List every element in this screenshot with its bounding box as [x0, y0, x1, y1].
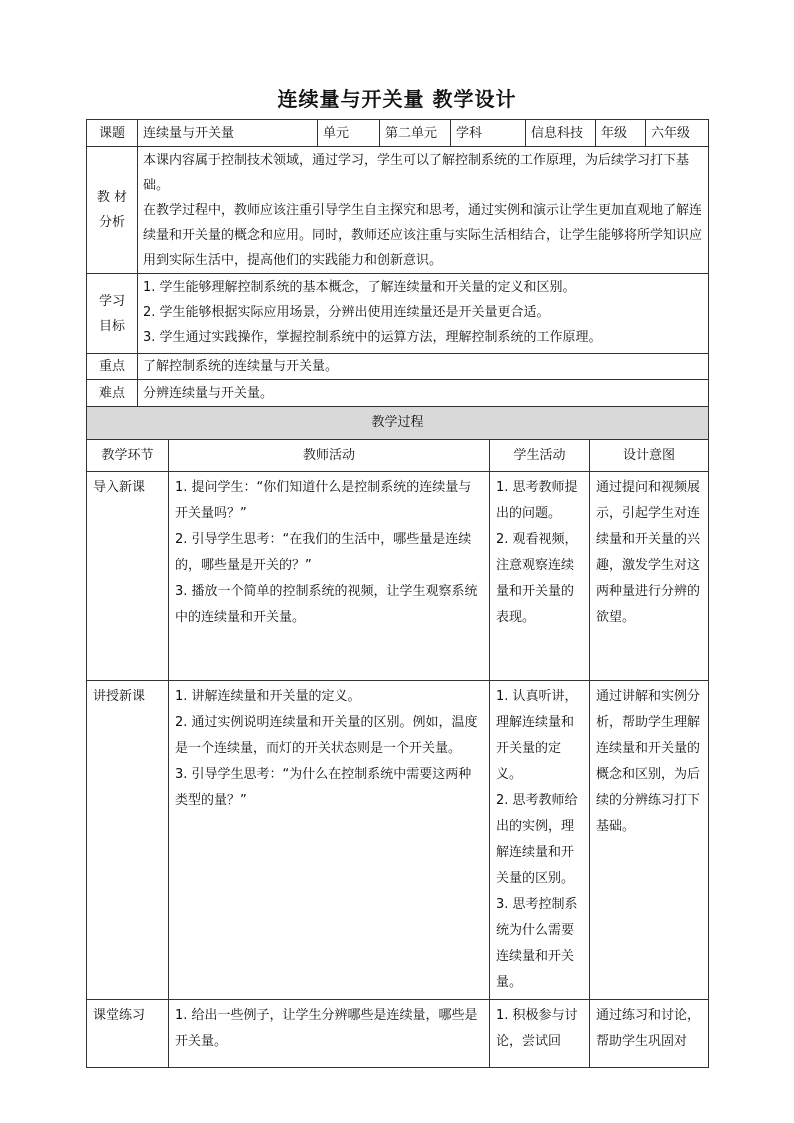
grade-value: 六年级: [646, 120, 709, 147]
analysis-label-line2: 分析: [98, 215, 125, 230]
student-activity-item: 1. 思考教师提出的问题。: [496, 480, 578, 521]
lesson-info-table: [86, 119, 709, 407]
key-point-label: 重点: [87, 354, 138, 380]
difficult-point-label: 难点: [87, 380, 138, 407]
key-point-value: 了解控制系统的连续量与开关量。: [138, 354, 709, 380]
goals-label-line1: 学习: [98, 293, 125, 309]
course-value: 连续量与开关量: [138, 120, 318, 147]
teacher-activity-item: 1. 给出一些例子，让学生分辨哪些是连续量，哪些是开关量。: [175, 1008, 478, 1049]
goals-label: [87, 274, 138, 354]
stage-cell: 课堂练习: [87, 1000, 169, 1068]
stage-cell: 导入新课: [87, 472, 169, 681]
table-row: [87, 1000, 709, 1068]
design-intent-cell: 通过提问和视频展示，引起学生对连续量和开关量的兴趣，激发学生对这两种量进行分辨的欲望。: [590, 472, 709, 681]
student-activity-cell: [490, 472, 590, 681]
analysis-content: [138, 147, 709, 274]
goal-item: 1. 学生能够理解控制系统的基本概念，了解连续量和开关量的定义和区别。: [143, 280, 576, 295]
teacher-activity-item: 3. 引导学生思考：“为什么在控制系统中需要这两种类型的量？”: [175, 767, 472, 808]
goals-content: [138, 274, 709, 354]
teacher-activity-item: 2. 引导学生思考：“在我们的生活中，哪些量是连续的，哪些量是开关的？”: [175, 532, 472, 573]
student-activity-item: 1. 认真听讲，理解连续量和开关量的定义。: [496, 689, 578, 782]
student-activity-item: 3. 思考控制系统为什么需要连续量和开关量。: [496, 897, 578, 990]
analysis-paragraph: 在教学过程中，教师应该注重引导学生自主探究和思考，通过实例和演示让学生更加直观地了解连续量和开关量的概念和应用。同时，教师还应该注重与实际生活相结合，让学生能够将所学知识应用到实际生活中，提高他们的实践能力和创新意识。: [143, 203, 703, 268]
table-row: [87, 681, 709, 1000]
student-activity-cell: [490, 1000, 590, 1068]
teacher-activity-item: 1. 提问学生：“你们知道什么是控制系统的连续量与开关量吗？”: [175, 480, 472, 521]
document-title: 连续量与开关量 教学设计: [277, 87, 517, 111]
student-activity-item: 2. 思考教师给出的实例，理解连续量和开关量的区别。: [496, 793, 578, 886]
course-label: 课题: [87, 120, 138, 147]
process-heading: 教学过程: [87, 407, 709, 440]
goal-item: 3. 学生通过实践操作，掌握控制系统中的运算方法，理解控制系统的工作原理。: [143, 330, 602, 345]
column-header: 设计意图: [590, 440, 709, 472]
design-intent-cell: 通过讲解和实例分析，帮助学生理解连续量和开关量的概念和区别，为后续的分辨练习打下基础。: [590, 681, 709, 1000]
column-header: 学生活动: [490, 440, 590, 472]
student-activity-item: 1. 积极参与讨论，尝试回: [496, 1008, 578, 1049]
student-activity-item: 2. 观看视频，注意观察连续量和开关量的表现。: [496, 532, 578, 625]
teacher-activity-item: 2. 通过实例说明连续量和开关量的区别。例如，温度是一个连续量，而灯的开关状态则是一个开关量。: [175, 715, 478, 756]
subject-label: 学科: [451, 120, 526, 147]
teacher-activity-cell: [169, 1000, 490, 1068]
column-header: 教学环节: [87, 440, 169, 472]
design-intent-cell: 通过练习和讨论，帮助学生巩固对: [590, 1000, 709, 1068]
teaching-process-table: [86, 406, 709, 1068]
teacher-activity-item: 3. 播放一个简单的控制系统的视频，让学生观察系统中的连续量和开关量。: [175, 584, 478, 625]
unit-value: 第二单元: [380, 120, 451, 147]
unit-label: 单元: [318, 120, 380, 147]
stage-cell: 讲授新课: [87, 681, 169, 1000]
analysis-label: [87, 147, 138, 274]
difficult-point-value: 分辨连续量与开关量。: [138, 380, 709, 407]
column-header: 教师活动: [169, 440, 490, 472]
analysis-paragraph: 本课内容属于控制技术领域，通过学习，学生可以了解控制系统的工作原理，为后续学习打下基础。: [143, 153, 690, 193]
grade-label: 年级: [596, 120, 646, 147]
goals-label-line2: 目标: [98, 318, 125, 334]
teacher-activity-cell: [169, 472, 490, 681]
goal-item: 2. 学生能够根据实际应用场景，分辨出使用连续量还是开关量更合适。: [143, 305, 550, 320]
student-activity-cell: [490, 681, 590, 1000]
teacher-activity-cell: [169, 681, 490, 1000]
subject-value: 信息科技: [526, 120, 596, 147]
analysis-label-line1: 教 材: [96, 190, 128, 205]
table-row: [87, 472, 709, 681]
teacher-activity-item: 1. 讲解连续量和开关量的定义。: [175, 689, 361, 704]
